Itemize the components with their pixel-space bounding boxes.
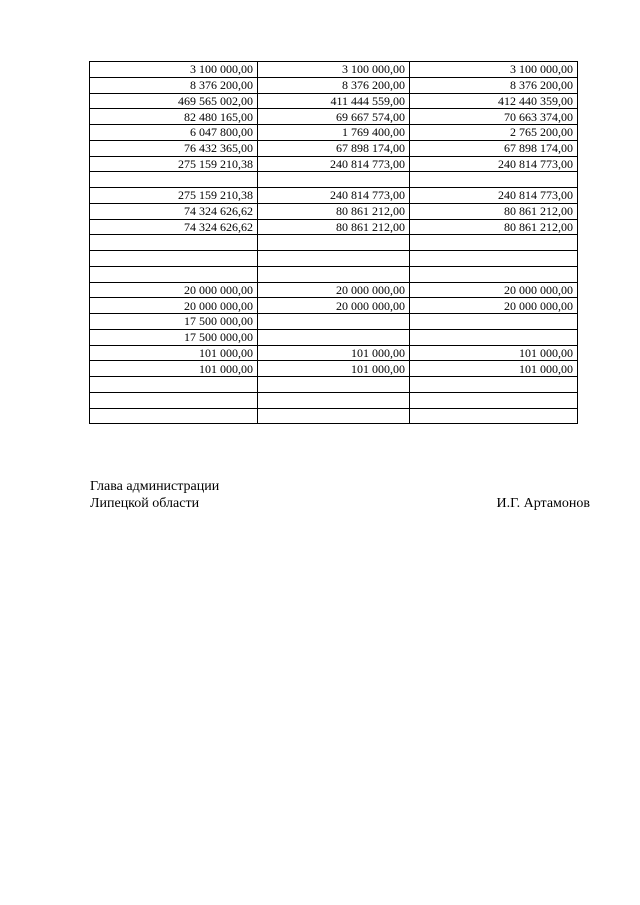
table-cell: 67 898 174,00 xyxy=(410,140,578,156)
table-cell xyxy=(410,172,578,188)
table-cell xyxy=(410,408,578,424)
table-row xyxy=(90,219,578,235)
table-cell: 67 898 174,00 xyxy=(258,140,410,156)
table-cell: 69 667 574,00 xyxy=(258,109,410,125)
table-cell: 240 814 773,00 xyxy=(410,156,578,172)
table-cell xyxy=(258,408,410,424)
table-cell xyxy=(258,235,410,251)
table-cell: 101 000,00 xyxy=(410,361,578,377)
table-cell: 82 480 165,00 xyxy=(90,109,258,125)
table-cell: 8 376 200,00 xyxy=(90,77,258,93)
table-cell: 76 432 365,00 xyxy=(90,140,258,156)
table-cell xyxy=(258,377,410,393)
table-cell xyxy=(410,329,578,345)
table-cell: 240 814 773,00 xyxy=(258,156,410,172)
table-cell: 74 324 626,62 xyxy=(90,203,258,219)
table-row xyxy=(90,266,578,282)
table-cell: 412 440 359,00 xyxy=(410,93,578,109)
table-cell: 70 663 374,00 xyxy=(410,109,578,125)
table-cell xyxy=(258,266,410,282)
table-cell: 80 861 212,00 xyxy=(410,203,578,219)
table-row xyxy=(90,361,578,377)
table-cell xyxy=(410,266,578,282)
table-cell xyxy=(258,172,410,188)
table-cell: 275 159 210,38 xyxy=(90,188,258,204)
table-row xyxy=(90,156,578,172)
table-cell xyxy=(410,377,578,393)
table-cell: 8 376 200,00 xyxy=(258,77,410,93)
table-cell xyxy=(90,251,258,267)
table-cell: 6 047 800,00 xyxy=(90,125,258,141)
table-cell: 469 565 002,00 xyxy=(90,93,258,109)
table-row xyxy=(90,392,578,408)
table-cell xyxy=(90,392,258,408)
table-cell: 80 861 212,00 xyxy=(258,219,410,235)
table-row xyxy=(90,188,578,204)
table-cell xyxy=(410,392,578,408)
signature-block xyxy=(90,478,590,512)
table-cell: 20 000 000,00 xyxy=(410,298,578,314)
table-cell xyxy=(90,172,258,188)
table-row xyxy=(90,172,578,188)
table-cell xyxy=(258,392,410,408)
table-cell: 8 376 200,00 xyxy=(410,77,578,93)
table-row xyxy=(90,235,578,251)
table-row xyxy=(90,314,578,330)
table-cell: 17 500 000,00 xyxy=(90,314,258,330)
budget-table-body xyxy=(90,62,578,424)
table-cell xyxy=(258,314,410,330)
table-row xyxy=(90,203,578,219)
signatory-name: И.Г. Артамонов xyxy=(496,496,590,511)
table-row xyxy=(90,62,578,78)
table-row xyxy=(90,329,578,345)
table-cell: 101 000,00 xyxy=(258,345,410,361)
table-cell xyxy=(90,408,258,424)
table-row xyxy=(90,377,578,393)
table-row xyxy=(90,140,578,156)
table-cell xyxy=(410,314,578,330)
signatory-title-line2: Липецкой области xyxy=(90,496,200,511)
signature-line xyxy=(90,495,590,512)
table-cell: 101 000,00 xyxy=(90,345,258,361)
table-row xyxy=(90,282,578,298)
table-cell: 101 000,00 xyxy=(410,345,578,361)
table-cell: 240 814 773,00 xyxy=(410,188,578,204)
table-cell xyxy=(410,251,578,267)
table-cell: 20 000 000,00 xyxy=(90,282,258,298)
table-cell: 240 814 773,00 xyxy=(258,188,410,204)
table-cell: 74 324 626,62 xyxy=(90,219,258,235)
table-cell: 20 000 000,00 xyxy=(258,298,410,314)
table-cell xyxy=(90,377,258,393)
table-row xyxy=(90,125,578,141)
table-cell: 101 000,00 xyxy=(258,361,410,377)
table-cell xyxy=(90,235,258,251)
table-row xyxy=(90,345,578,361)
table-cell: 3 100 000,00 xyxy=(90,62,258,78)
table-cell: 411 444 559,00 xyxy=(258,93,410,109)
table-cell: 20 000 000,00 xyxy=(90,298,258,314)
table-cell: 101 000,00 xyxy=(90,361,258,377)
table-row xyxy=(90,251,578,267)
table-cell: 80 861 212,00 xyxy=(258,203,410,219)
table-cell: 17 500 000,00 xyxy=(90,329,258,345)
table-row xyxy=(90,77,578,93)
table-cell xyxy=(258,251,410,267)
budget-table xyxy=(89,61,578,424)
table-cell: 20 000 000,00 xyxy=(410,282,578,298)
signatory-title-line1: Глава администрации xyxy=(90,479,220,494)
table-row xyxy=(90,298,578,314)
table-cell: 2 765 200,00 xyxy=(410,125,578,141)
table-cell: 3 100 000,00 xyxy=(258,62,410,78)
table-cell: 80 861 212,00 xyxy=(410,219,578,235)
table-cell xyxy=(258,329,410,345)
table-row xyxy=(90,93,578,109)
table-cell: 20 000 000,00 xyxy=(258,282,410,298)
table-cell: 1 769 400,00 xyxy=(258,125,410,141)
table-cell: 3 100 000,00 xyxy=(410,62,578,78)
table-row xyxy=(90,109,578,125)
table-cell xyxy=(90,266,258,282)
table-cell xyxy=(410,235,578,251)
table-cell: 275 159 210,38 xyxy=(90,156,258,172)
table-row xyxy=(90,408,578,424)
